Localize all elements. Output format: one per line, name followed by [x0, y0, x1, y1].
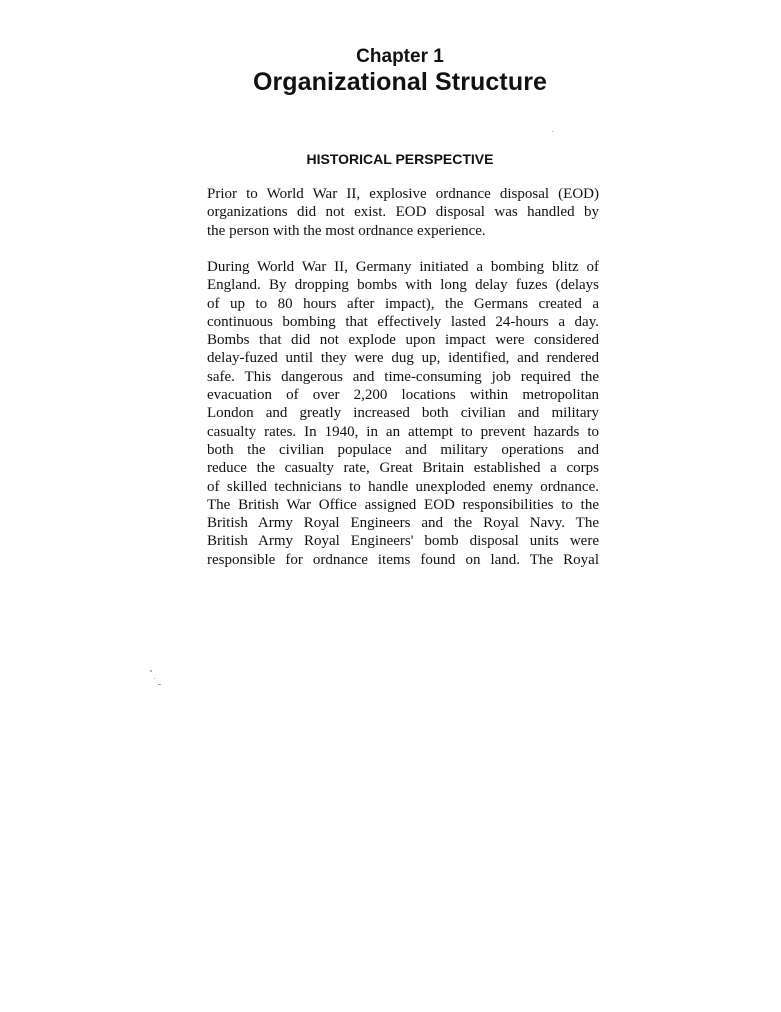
text-line: During World War II, Germany initiated a bombing blitz of: [207, 259, 599, 275]
text-line: Bombs that did not explode upon impact were considered: [207, 332, 599, 349]
chapter-title: Organizational Structure: [252, 68, 548, 96]
text-line: safe. This dangerous and time-consuming job required the: [207, 368, 599, 385]
text-line: delay-fuzed until they were dug up, identified, and rendered: [207, 350, 599, 367]
scan-speck: [150, 670, 152, 672]
paragraph: [207, 258, 599, 569]
text-line: casualty rates. In 1940, in an attempt to prevent hazards to: [207, 423, 599, 440]
text-line: reduce the casualty rate, Great Britain established a corps: [207, 460, 599, 477]
text-line: evacuation of over 2,200 locations within metropolitan: [207, 387, 599, 404]
text-line: responsible for ordnance items found on land. The Royal: [207, 551, 599, 568]
scan-speck: [154, 678, 155, 679]
section-heading: HISTORICAL PERSPECTIVE: [306, 151, 494, 167]
text-line: England. By dropping bombs with long delay fuzes (delays: [207, 277, 599, 294]
text-line: continuous bombing that effectively lasted 24-hours a day.: [207, 313, 599, 330]
text-line: the person with the most ordnance experience.: [207, 222, 486, 239]
text-line: of skilled technicians to handle unexploded enemy ordnance.: [207, 478, 599, 495]
text-line: The British War Office assigned EOD responsibilities to the: [207, 496, 599, 513]
text-line: British Army Royal Engineers and the Royal Navy. The: [207, 515, 599, 532]
text-line: organizations did not exist. EOD disposal was handled by: [207, 204, 599, 221]
text-line: both the civilian populace and military operations and: [207, 441, 599, 458]
text-line: London and greatly increased both civilian and military: [207, 405, 599, 422]
scan-speck: [552, 131, 553, 132]
scan-speck: [158, 684, 161, 685]
text-line: British Army Royal Engineers' bomb disposal units were: [207, 533, 599, 550]
chapter-label: Chapter 1: [356, 46, 444, 67]
text-line: Prior to World War II, explosive ordnance disposal (EOD): [207, 186, 599, 202]
paragraph: [207, 185, 599, 240]
text-line: of up to 80 hours after impact), the Germans created a: [207, 295, 599, 312]
